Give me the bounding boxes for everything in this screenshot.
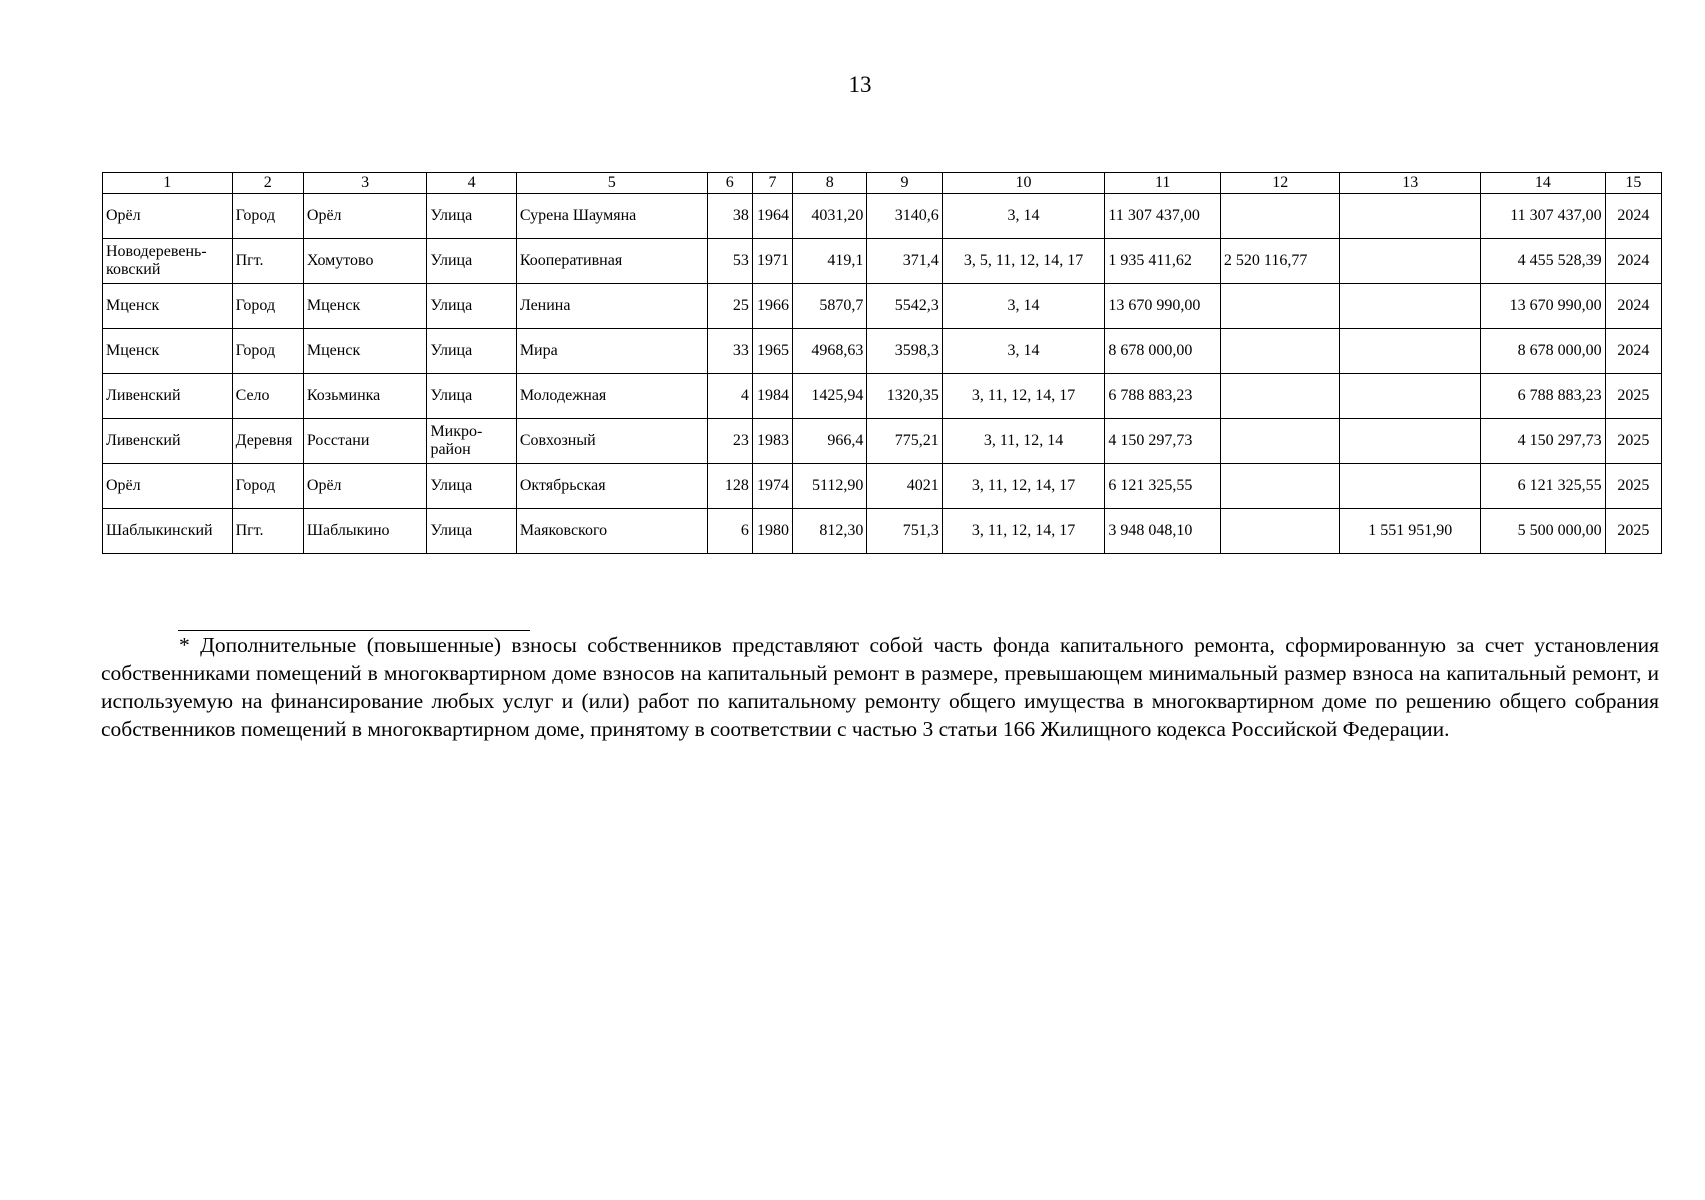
cell-settlement-name: Росстани bbox=[303, 419, 427, 464]
cell-settlement-type: Город bbox=[232, 464, 303, 509]
cell-house-number: 4 bbox=[707, 374, 752, 419]
cell-amount-other bbox=[1340, 329, 1481, 374]
page-number: 13 bbox=[848, 72, 872, 97]
column-number: 10 bbox=[942, 173, 1105, 194]
table-row bbox=[103, 284, 1662, 329]
cell-amount: 3 948 048,10 bbox=[1105, 509, 1221, 554]
cell-street-type: Улица bbox=[427, 329, 516, 374]
cell-house-number: 53 bbox=[707, 239, 752, 284]
cell-work-types: 3, 11, 12, 14, 17 bbox=[942, 464, 1105, 509]
cell-living-area: 751,3 bbox=[867, 509, 942, 554]
cell-total-area: 4031,20 bbox=[793, 194, 867, 239]
cell-amount-other bbox=[1340, 464, 1481, 509]
cell-amount-other bbox=[1340, 374, 1481, 419]
cell-total: 4 455 528,39 bbox=[1481, 239, 1606, 284]
cell-amount: 13 670 990,00 bbox=[1105, 284, 1221, 329]
cell-street-name: Маяковского bbox=[516, 509, 707, 554]
cell-living-area: 4021 bbox=[867, 464, 942, 509]
cell-work-types: 3, 14 bbox=[942, 329, 1105, 374]
column-number: 15 bbox=[1605, 173, 1661, 194]
cell-settlement-name: Шаблыкино bbox=[303, 509, 427, 554]
cell-municipality: Мценск bbox=[103, 329, 233, 374]
cell-settlement-type: Город bbox=[232, 194, 303, 239]
column-number: 9 bbox=[867, 173, 942, 194]
column-number: 6 bbox=[707, 173, 752, 194]
cell-amount-additional bbox=[1220, 509, 1340, 554]
cell-amount: 8 678 000,00 bbox=[1105, 329, 1221, 374]
cell-municipality: Ливенский bbox=[103, 374, 233, 419]
cell-settlement-type: Пгт. bbox=[232, 239, 303, 284]
cell-settlement-name: Хомутово bbox=[303, 239, 427, 284]
cell-street-name: Октябрьская bbox=[516, 464, 707, 509]
cell-year-planned: 2024 bbox=[1605, 284, 1661, 329]
cell-year: 1966 bbox=[752, 284, 792, 329]
cell-amount-additional: 2 520 116,77 bbox=[1220, 239, 1340, 284]
table-row bbox=[103, 374, 1662, 419]
cell-year: 1965 bbox=[752, 329, 792, 374]
cell-amount-additional bbox=[1220, 374, 1340, 419]
cell-living-area: 775,21 bbox=[867, 419, 942, 464]
column-number: 8 bbox=[793, 173, 867, 194]
column-number: 4 bbox=[427, 173, 516, 194]
column-number: 3 bbox=[303, 173, 427, 194]
cell-house-number: 23 bbox=[707, 419, 752, 464]
cell-total: 6 121 325,55 bbox=[1481, 464, 1606, 509]
cell-work-types: 3, 11, 12, 14, 17 bbox=[942, 374, 1105, 419]
cell-street-type: Улица bbox=[427, 509, 516, 554]
cell-year: 1984 bbox=[752, 374, 792, 419]
column-number: 7 bbox=[752, 173, 792, 194]
cell-total: 11 307 437,00 bbox=[1481, 194, 1606, 239]
capital-repair-table bbox=[102, 172, 1662, 554]
cell-street-type: Улица bbox=[427, 284, 516, 329]
cell-street-name: Кооперативная bbox=[516, 239, 707, 284]
cell-house-number: 128 bbox=[707, 464, 752, 509]
cell-street-name: Молодежная bbox=[516, 374, 707, 419]
cell-total-area: 4968,63 bbox=[793, 329, 867, 374]
table-row bbox=[103, 329, 1662, 374]
cell-settlement-name: Орёл bbox=[303, 464, 427, 509]
footnote-body: * Дополнительные (повышенные) взносы собственников представляют собой часть фонда капитального ремонта, сформированную за счет установления собственниками помещений в многоквартирном доме взносов на капитальный ремонт в размере, превышающем минимальный размер взноса на капитальный ремонт, и используемую на финансирование любых услуг и (или) работ по капитальному ремонту общего имущества в многоквартирном доме по решению общего собрания собственников помещений в многоквартирном доме, принятому в соответствии с частью 3 статьи 166 Жилищного кодекса Российской Федерации. bbox=[101, 633, 1659, 741]
cell-amount: 11 307 437,00 bbox=[1105, 194, 1221, 239]
cell-amount-additional bbox=[1220, 194, 1340, 239]
cell-street-name: Ленина bbox=[516, 284, 707, 329]
cell-work-types: 3, 14 bbox=[942, 194, 1105, 239]
cell-year: 1964 bbox=[752, 194, 792, 239]
column-number: 14 bbox=[1481, 173, 1606, 194]
cell-year-planned: 2024 bbox=[1605, 194, 1661, 239]
table-row bbox=[103, 419, 1662, 464]
cell-work-types: 3, 11, 12, 14 bbox=[942, 419, 1105, 464]
cell-total-area: 5870,7 bbox=[793, 284, 867, 329]
cell-settlement-type: Деревня bbox=[232, 419, 303, 464]
cell-year: 1980 bbox=[752, 509, 792, 554]
cell-settlement-type: Пгт. bbox=[232, 509, 303, 554]
cell-amount-additional bbox=[1220, 284, 1340, 329]
cell-living-area: 1320,35 bbox=[867, 374, 942, 419]
cell-amount-additional bbox=[1220, 419, 1340, 464]
cell-year-planned: 2025 bbox=[1605, 464, 1661, 509]
cell-amount: 6 121 325,55 bbox=[1105, 464, 1221, 509]
column-number: 13 bbox=[1340, 173, 1481, 194]
cell-street-type: Улица bbox=[427, 464, 516, 509]
table-row bbox=[103, 239, 1662, 284]
cell-work-types: 3, 14 bbox=[942, 284, 1105, 329]
table-header-row bbox=[103, 173, 1662, 194]
cell-settlement-name: Орёл bbox=[303, 194, 427, 239]
capital-repair-table-container bbox=[102, 172, 1662, 554]
cell-house-number: 33 bbox=[707, 329, 752, 374]
cell-total: 6 788 883,23 bbox=[1481, 374, 1606, 419]
table-row bbox=[103, 464, 1662, 509]
cell-amount-other bbox=[1340, 239, 1481, 284]
cell-total: 5 500 000,00 bbox=[1481, 509, 1606, 554]
column-number: 11 bbox=[1105, 173, 1221, 194]
cell-street-type: Улица bbox=[427, 239, 516, 284]
cell-total-area: 5112,90 bbox=[793, 464, 867, 509]
column-number: 5 bbox=[516, 173, 707, 194]
cell-street-name: Мира bbox=[516, 329, 707, 374]
cell-municipality: Шаблыкинский bbox=[103, 509, 233, 554]
cell-living-area: 3598,3 bbox=[867, 329, 942, 374]
cell-total-area: 419,1 bbox=[793, 239, 867, 284]
cell-house-number: 6 bbox=[707, 509, 752, 554]
cell-street-type: Улица bbox=[427, 374, 516, 419]
cell-year-planned: 2025 bbox=[1605, 419, 1661, 464]
cell-year: 1983 bbox=[752, 419, 792, 464]
cell-total-area: 1425,94 bbox=[793, 374, 867, 419]
cell-year-planned: 2024 bbox=[1605, 329, 1661, 374]
cell-work-types: 3, 11, 12, 14, 17 bbox=[942, 509, 1105, 554]
cell-municipality: Ливенский bbox=[103, 419, 233, 464]
cell-amount-additional bbox=[1220, 329, 1340, 374]
cell-street-type: Микро-район bbox=[427, 419, 516, 464]
cell-settlement-name: Мценск bbox=[303, 284, 427, 329]
cell-amount-other bbox=[1340, 419, 1481, 464]
cell-street-name: Сурена Шаумяна bbox=[516, 194, 707, 239]
cell-amount-additional bbox=[1220, 464, 1340, 509]
cell-settlement-type: Город bbox=[232, 284, 303, 329]
cell-living-area: 3140,6 bbox=[867, 194, 942, 239]
cell-amount: 1 935 411,62 bbox=[1105, 239, 1221, 284]
cell-street-type: Улица bbox=[427, 194, 516, 239]
cell-house-number: 25 bbox=[707, 284, 752, 329]
cell-amount-other bbox=[1340, 194, 1481, 239]
cell-municipality: Мценск bbox=[103, 284, 233, 329]
cell-street-name: Совхозный bbox=[516, 419, 707, 464]
cell-total: 8 678 000,00 bbox=[1481, 329, 1606, 374]
column-number: 2 bbox=[232, 173, 303, 194]
footnote-text bbox=[101, 631, 1659, 743]
cell-living-area: 5542,3 bbox=[867, 284, 942, 329]
column-number: 12 bbox=[1220, 173, 1340, 194]
cell-amount-other bbox=[1340, 284, 1481, 329]
cell-year-planned: 2025 bbox=[1605, 374, 1661, 419]
cell-living-area: 371,4 bbox=[867, 239, 942, 284]
cell-house-number: 38 bbox=[707, 194, 752, 239]
cell-amount-other: 1 551 951,90 bbox=[1340, 509, 1481, 554]
cell-municipality: Новодеревень-ковский bbox=[103, 239, 233, 284]
cell-municipality: Орёл bbox=[103, 194, 233, 239]
cell-year-planned: 2025 bbox=[1605, 509, 1661, 554]
cell-year: 1971 bbox=[752, 239, 792, 284]
cell-amount: 4 150 297,73 bbox=[1105, 419, 1221, 464]
cell-settlement-type: Город bbox=[232, 329, 303, 374]
cell-settlement-name: Козьминка bbox=[303, 374, 427, 419]
table-row bbox=[103, 509, 1662, 554]
cell-year-planned: 2024 bbox=[1605, 239, 1661, 284]
cell-total: 13 670 990,00 bbox=[1481, 284, 1606, 329]
table-row bbox=[103, 194, 1662, 239]
cell-year: 1974 bbox=[752, 464, 792, 509]
cell-work-types: 3, 5, 11, 12, 14, 17 bbox=[942, 239, 1105, 284]
column-number: 1 bbox=[103, 173, 233, 194]
cell-settlement-type: Село bbox=[232, 374, 303, 419]
cell-total: 4 150 297,73 bbox=[1481, 419, 1606, 464]
cell-municipality: Орёл bbox=[103, 464, 233, 509]
cell-total-area: 812,30 bbox=[793, 509, 867, 554]
cell-settlement-name: Мценск bbox=[303, 329, 427, 374]
cell-total-area: 966,4 bbox=[793, 419, 867, 464]
cell-amount: 6 788 883,23 bbox=[1105, 374, 1221, 419]
